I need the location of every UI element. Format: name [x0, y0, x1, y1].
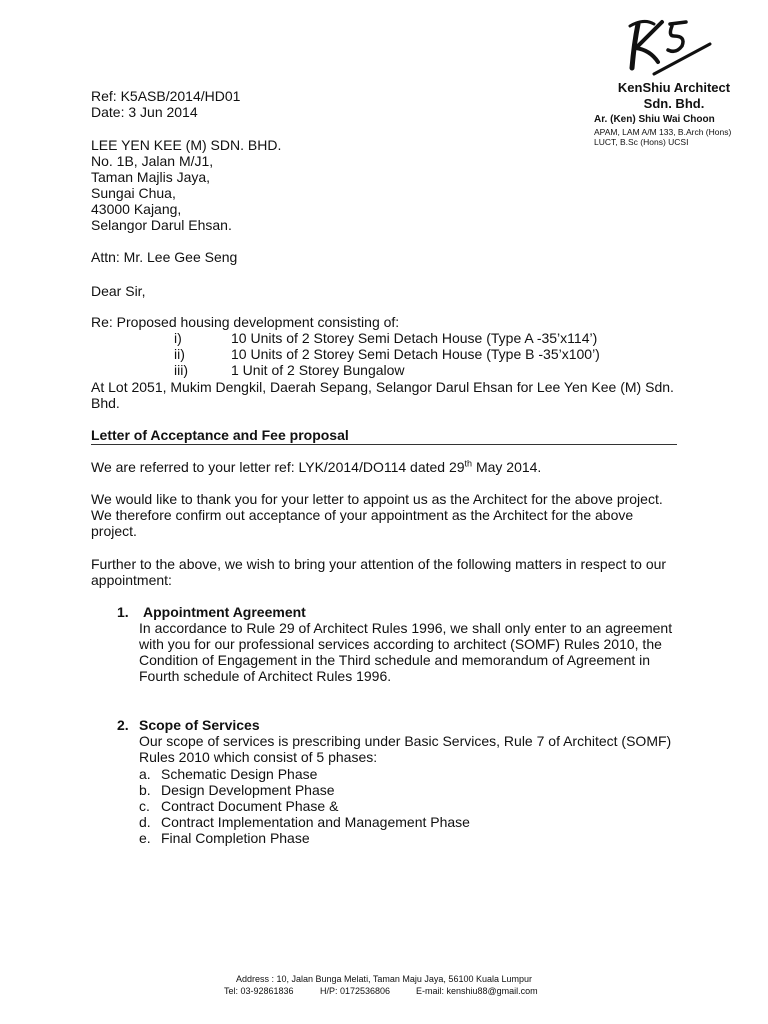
qualifications-line1: APAM, LAM A/M 133, B.Arch (Hons) — [594, 127, 732, 137]
attention-line: Attn: Mr. Lee Gee Seng — [91, 249, 238, 265]
re-item-text: 1 Unit of 2 Storey Bungalow — [231, 362, 405, 378]
recipient-address-line: Sungai Chua, — [91, 185, 176, 201]
re-item-number: ii) — [174, 346, 185, 362]
phase-letter: b. — [139, 782, 151, 798]
letter-subject: Letter of Acceptance and Fee proposal — [91, 427, 349, 443]
recipient-address-line: Taman Majlis Jaya, — [91, 169, 211, 185]
recipient-address-line: No. 1B, Jalan M/J1, — [91, 153, 214, 169]
re-intro: Re: Proposed housing development consisting of: — [91, 314, 400, 330]
re-location: At Lot 2051, Mukim Dengkil, Daerah Sepang, Selangor Darul Ehsan for Lee Yen Kee (M) Sdn. Bhd. — [91, 379, 674, 411]
recipient-address-line: 43000 Kajang, — [91, 201, 182, 217]
recipient-name: LEE YEN KEE (M) SDN. BHD. — [91, 137, 282, 153]
phase-letter: a. — [139, 766, 151, 782]
re-item-text: 10 Units of 2 Storey Semi Detach House (Type A -35’x114’) — [231, 330, 598, 346]
letter-date: Date: 3 Jun 2014 — [91, 104, 198, 120]
phase-item: Contract Document Phase & — [161, 798, 339, 814]
paragraph-referred — [91, 459, 541, 475]
company-name-line2: Sdn. Bhd. — [643, 96, 705, 111]
section-number: 1. — [117, 604, 129, 620]
re-item-number: i) — [174, 330, 182, 346]
re-item-text: 10 Units of 2 Storey Semi Detach House (Type B -35’x100’) — [231, 346, 600, 362]
phase-letter: e. — [139, 830, 151, 846]
footer-handphone: H/P: 0172536806 — [320, 986, 391, 996]
paragraph-referred-text: We are referred to your letter ref: LYK/2014/DO114 dated 29 — [91, 459, 465, 475]
date-ordinal-suffix: th — [464, 458, 473, 469]
footer-email: E-mail: kenshiu88@gmail.com — [416, 986, 538, 996]
architect-name: Ar. (Ken) Shiu Wai Choon — [594, 114, 715, 125]
re-item-number: iii) — [174, 362, 188, 378]
subject-divider — [91, 444, 677, 445]
phase-item: Schematic Design Phase — [161, 766, 318, 782]
section-body: Our scope of services is prescribing under Basic Services, Rule 7 of Architect (SOMF) Rules 2010 which consist of 5 phases: — [139, 733, 672, 765]
paragraph-further: Further to the above, we wish to bring your attention of the following matters in respect to our appointment: — [91, 556, 667, 588]
paragraph-referred-text-end: May 2014. — [472, 459, 542, 475]
phase-letter: d. — [139, 814, 151, 830]
section-title: Appointment Agreement — [143, 604, 306, 620]
phase-item: Design Development Phase — [161, 782, 335, 798]
phase-item: Contract Implementation and Management Phase — [161, 814, 470, 830]
paragraph-thanks: We would like to thank you for your letter to appoint us as the Architect for the above project. We therefore confirm out acceptance of your appointment as the Architect for the above project. — [91, 491, 663, 539]
salutation: Dear Sir, — [91, 283, 146, 299]
section-title: Scope of Services — [139, 717, 260, 733]
footer-address: Address : 10, Jalan Bunga Melati, Taman Maju Jaya, 56100 Kuala Lumpur — [235, 974, 532, 984]
footer-telephone: Tel: 03-92861836 — [224, 986, 294, 996]
section-body: In accordance to Rule 29 of Architect Rules 1996, we shall only enter to an agreement with you for our professional services according to architect (SOMF) Rules 2010, the Condition of Engagement in the Third schedule and memorandum of Agreement in Fourth schedule of Architect Rules 1996. — [139, 620, 673, 684]
section-number: 2. — [117, 717, 129, 733]
phase-letter: c. — [139, 798, 150, 814]
recipient-address-line: Selangor Darul Ehsan. — [91, 217, 232, 233]
qualifications-line2: LUCT, B.Sc (Hons) UCSI — [594, 137, 689, 147]
company-name — [590, 80, 758, 112]
reference-number: Ref: K5ASB/2014/HD01 — [91, 88, 241, 104]
architect-qualifications — [594, 127, 764, 147]
company-name-line1: KenShiu Architect — [617, 80, 731, 95]
company-logo — [624, 14, 714, 78]
phase-item: Final Completion Phase — [161, 830, 310, 846]
